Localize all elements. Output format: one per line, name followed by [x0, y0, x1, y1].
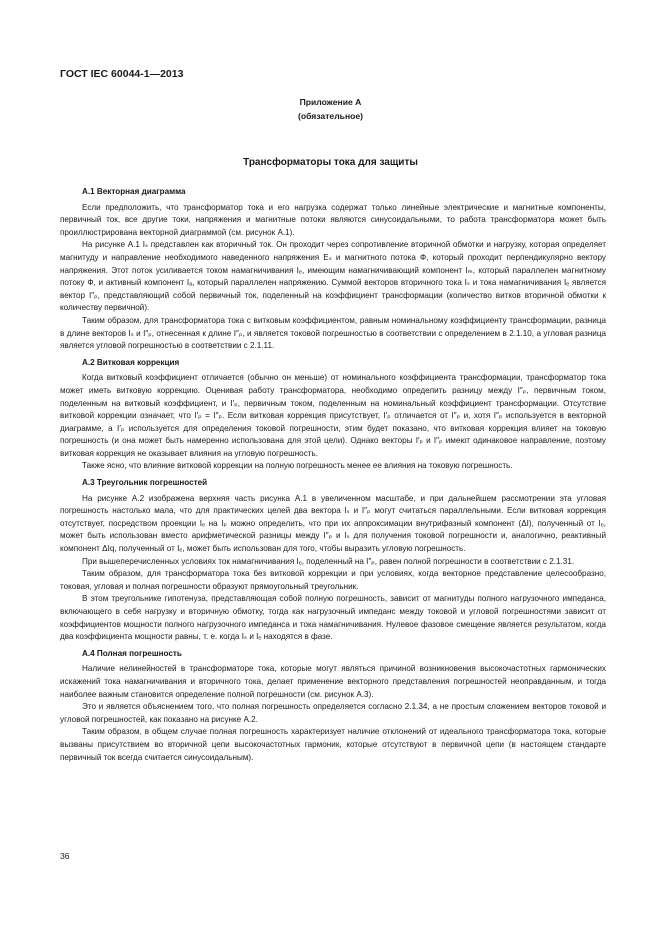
paragraph: Если предположить, что трансформатор тока и его нагрузка содержат только линейные электрические и магнитные компоненты, первичный ток, все другие токи, напряжения и магнитные потоки являются синусоидальными, то работа трансформатора может быть проиллюстрирована векторной диаграммой (см. рисунок А.1). — [60, 202, 606, 237]
paragraph: Таким образом, для трансформатора тока с витковым коэффициентом, равным номинальному коэффициенту трансформации, разница в длине векторов Iₛ и I″ₚ, отнесенная к длине I″ₚ, и является токовой погрешностью в соответствии с определением в 2.1.10, а угловая разница является угловой погрешностью в соответствии с 2.1.11. — [60, 315, 606, 351]
annex-body — [60, 186, 606, 764]
section-heading: А.3 Треугольник погрешностей — [82, 478, 208, 488]
annex-title: Приложение А — [299, 97, 362, 107]
document-title: Трансформаторы тока для защиты — [243, 157, 418, 168]
paragraph: Таким образом, в общем случае полная погрешность характеризует наличие отклонений от идеального трансформатора тока, которые вызваны присутствием во вторичной цепи высокочастотных гармоник, которые отсутствуют в первичной цепи (в настоящем стандарте первичный ток всегда считается синусоидальным). — [60, 727, 606, 762]
paragraph: Наличие нелинейностей в трансформаторе тока, которые могут являться причиной возникновения высокочастотных гармонических искажений тока намагничивания и вторичного тока, делает применение векторного представления погрешностей неоправданным, и тогда наиболее важным становится определение полной погрешности (см. рисунок А.3). — [60, 664, 606, 699]
paragraph: Это и является объяснением того, что полная погрешность определяется согласно 2.1.34, а не простым сложением векторов токовой и угловой погрешностей, как показано на рисунке А.2. — [60, 702, 606, 724]
annex-status: (обязательное) — [297, 111, 364, 121]
paragraph: Когда витковый коэффициент отличается (обычно он меньше) от номинального коэффициента трансформации, трансформатор тока может иметь витковую коррекцию. Оценивая работу трансформатора, необходимо определить разницу между I″ₚ, первичным током, поделенным на витковый коэффициент, и I′ₚ, первичным током, поделенным на номинальный коэффициент трансформации. Отсутствие витковой коррекции означает, что I′ₚ = I″ₚ. Если витковая коррекция присутствует, I′ₚ отличается от I″ₚ и, хотя I″ₚ используется в векторной диаграмме, а I′ₚ используется для определения токовой погрешности, этим будет показано, что витковая коррекция влияет на токовую погрешность (и она может быть намеренно использована для этой цели). Однако векторы I′ₚ и I″ₚ имеют одинаковое направление, поэтому витковая коррекция не оказывает влияния на угловую погрешность. — [60, 373, 606, 458]
section-heading: А.2 Витковая коррекция — [82, 357, 180, 367]
paragraph: При вышеперечисленных условиях ток намагничивания Iₑ, поделенный на I″ₚ, равен полной погрешности в соответствии с 2.1.31. — [82, 556, 575, 566]
paragraph: Таким образом, для трансформатора тока без витковой коррекции и при условиях, когда векторное представление целесообразно, токовая, угловая и полная погрешности образуют прямоугольный треугольник. — [60, 569, 606, 591]
page-number: 36 — [60, 851, 70, 861]
paragraph: Также ясно, что влияние витковой коррекции на полную погрешность менее ее влияния на токовую погрешность. — [82, 461, 513, 471]
document-standard-header: ГОСТ IEC 60044-1—2013 — [60, 68, 184, 80]
section-heading: А.4 Полная погрешность — [82, 648, 182, 658]
paragraph: На рисунке А.1 Iₛ представлен как вторичный ток. Он проходит через сопротивление вторичной обмотки и нагрузку, которая определяет магнитуду и направление необходимого наведенного напряжения Eₛ и магнитного потока Ф, который проходит перпендикулярно вектору напряжения. Этот поток усиливается током намагничивания Iₑ, имеющим намагничивающий компонент Iₘ, который параллелен магнитному потоку Ф, и активный компонент Iₐ, который параллелен напряжению. Суммой векторов вторичного тока Iₛ и тока намагничивания Iₑ является вектор I″ₚ, представляющий собой первичный ток, поделенный на коэффициент трансформации (количество витков вторичной обмотки к количеству первичной). — [60, 240, 606, 313]
paragraph: В этом треугольнике гипотенуза, представляющая собой полную погрешность, зависит от магнитуды полного нагрузочного импеданса, включающего в себя нагрузку и вторичную обмотку, тогда как нагрузочный импеданс между токовой и угловой погрешностями зависит от коэффициентов мощности полного нагрузочного импеданса и тока намагничивания. Нулевое фазовое смещение является результатом, когда два коэффициента мощности равны, т. е. когда Iₛ и Iₑ находятся в фазе. — [60, 594, 606, 642]
section-heading: А.1 Векторная диаграмма — [82, 187, 186, 196]
paragraph: На рисунке А.2 изображена верхняя часть рисунка А.1 в увеличенном масштабе, и при дальнейшем рассмотрении эта угловая погрешность настолько мала, что для практических целей два вектора Iₛ и I″ₚ могут считаться параллельными. Если витковая коррекция отсутствует, посредством проекции Iₑ на Iₚ можно определить, что при их аппроксимации внутрифазный компонент (ΔI), полученный от Iₑ, может быть использован вместо арифметической разницы между I″ₚ и Iₛ для получения токовой погрешности и, аналогично, реактивный компонент ΔIq, полученный от Iₑ, может быть использован для того, чтобы выразить угловую погрешность. — [60, 493, 606, 554]
